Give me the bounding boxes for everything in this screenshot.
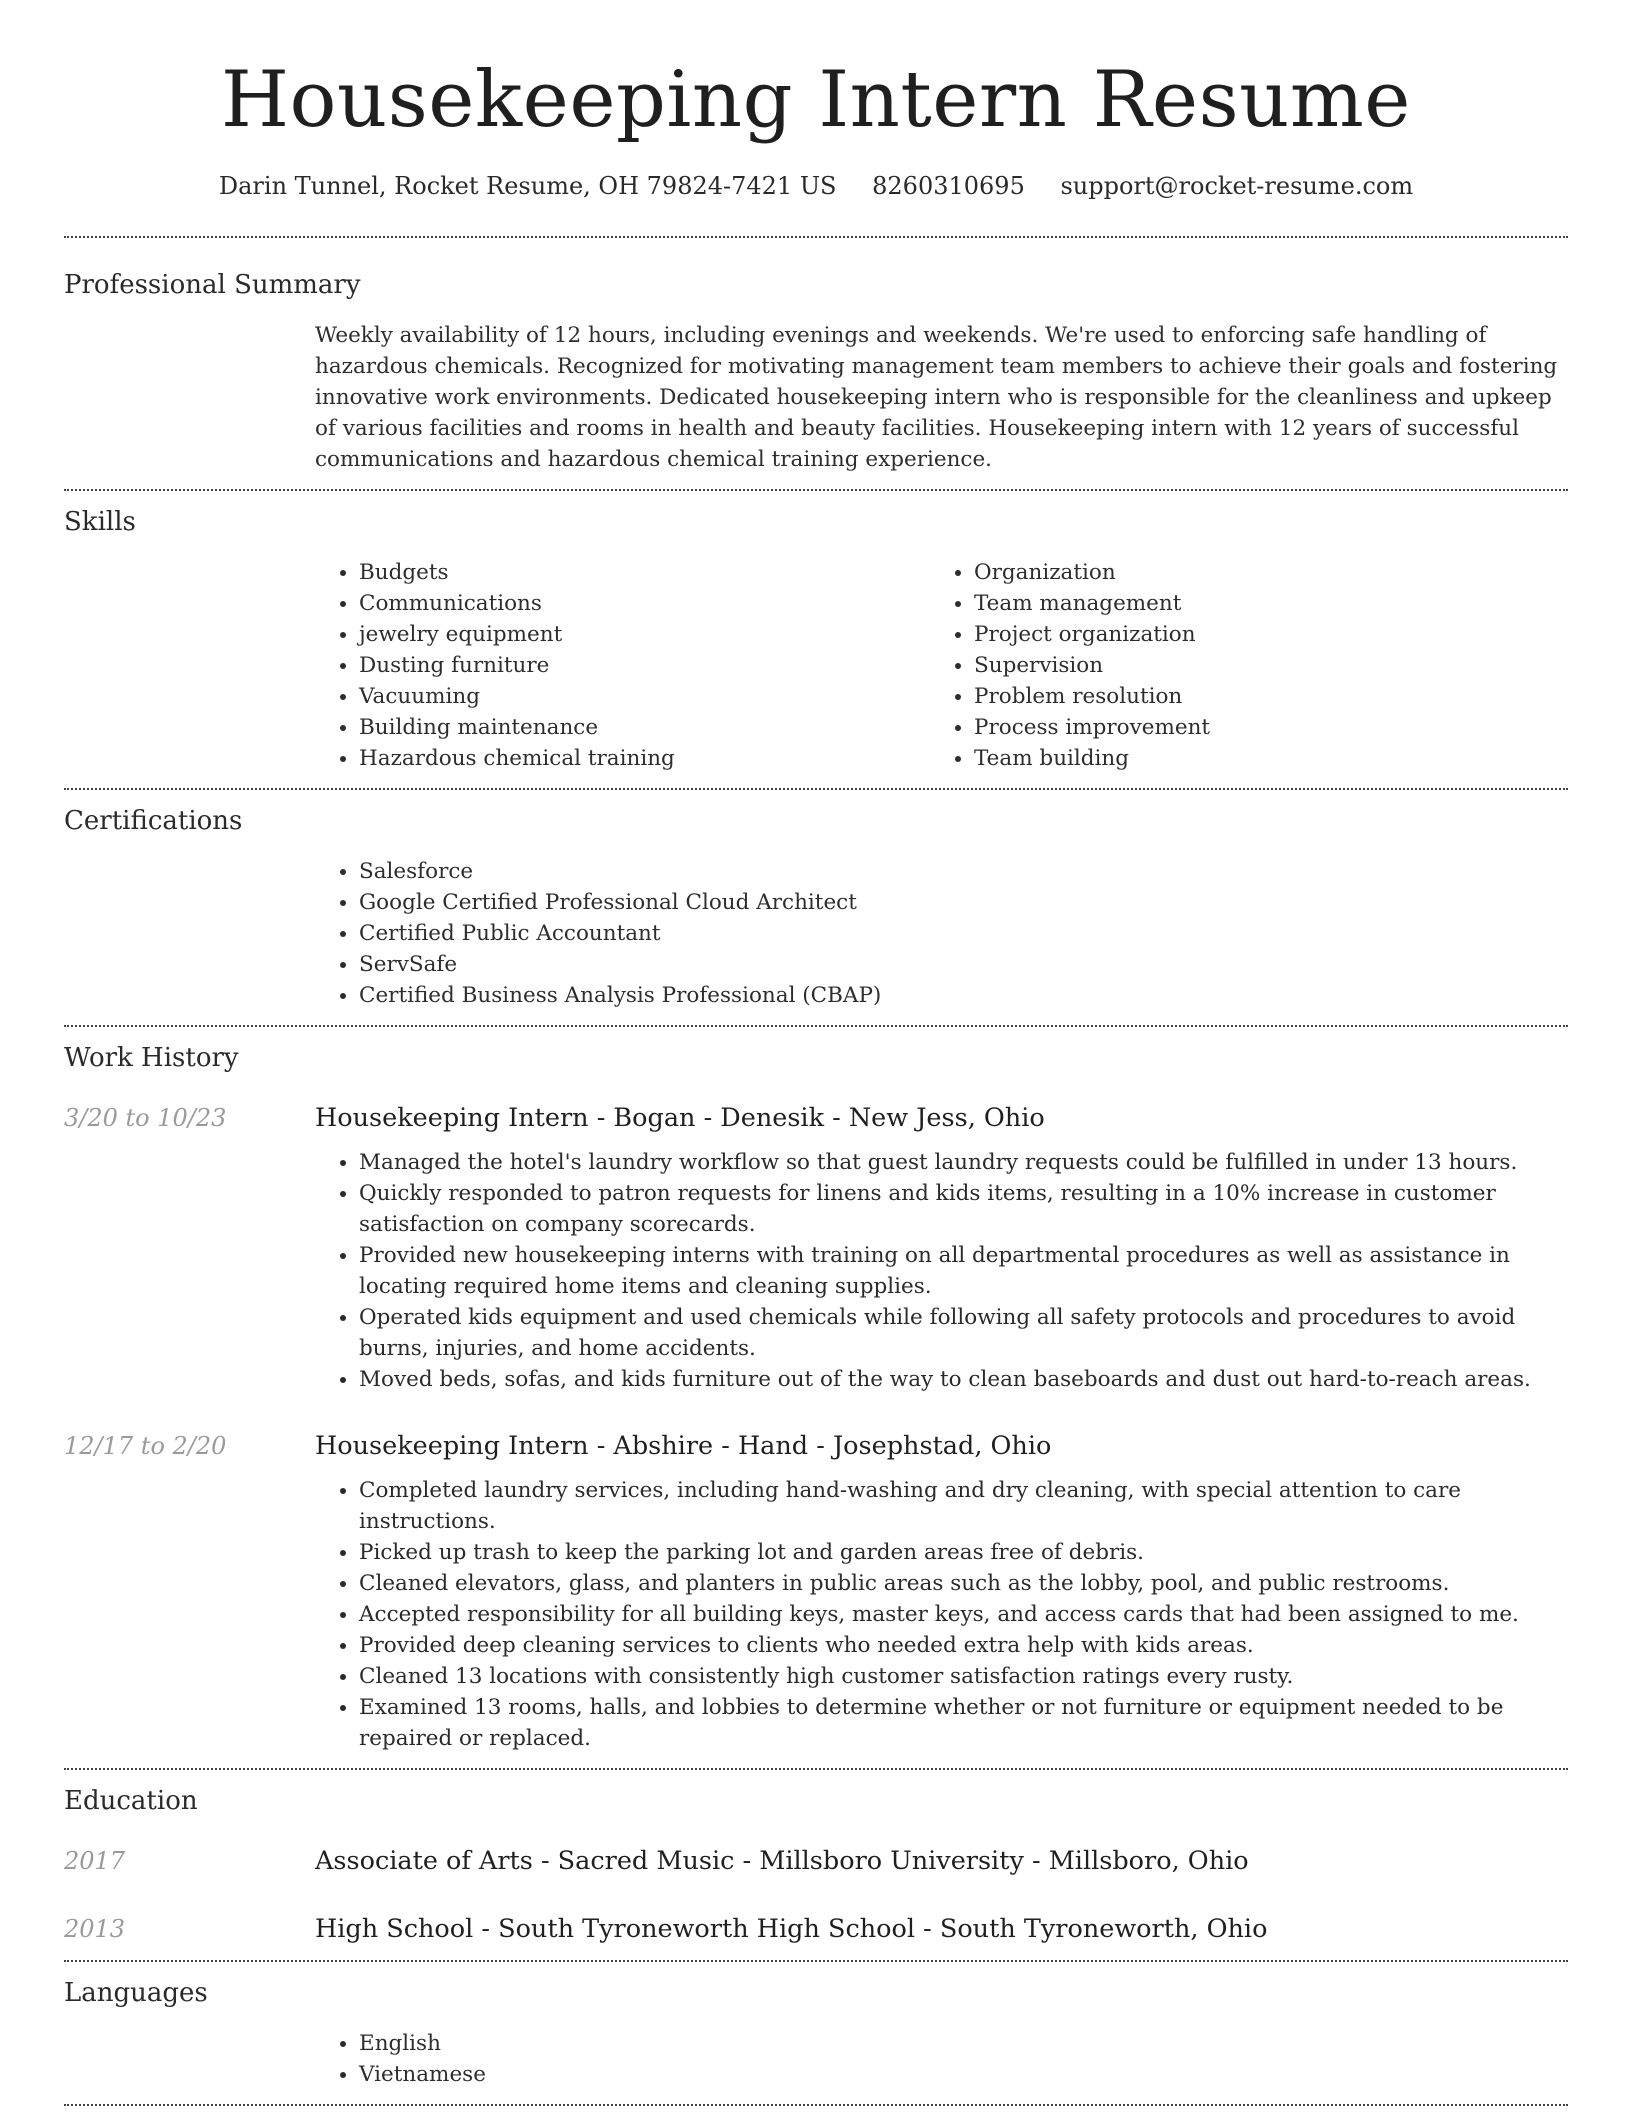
certification-item: • Google Certified Professional Cloud Architect [359,887,1568,918]
contact-address: Darin Tunnel, Rocket Resume, OH 79824-7421 US [218,172,837,200]
certification-item: • ServSafe [359,949,1568,980]
skills-column-left [315,557,930,774]
contact-line [64,170,1568,202]
language-item: • English [359,2028,1568,2059]
skill-item: • Communications [359,588,930,619]
skill-item: • Budgets [359,557,930,588]
certifications-section [64,790,1568,1025]
job-title: Housekeeping Intern - Abshire - Hand - Josephstad, Ohio [315,1431,1052,1461]
section-heading-skills: Skills [64,507,136,537]
section-heading-certifications: Certifications [64,806,243,836]
job-bullet: • Cleaned elevators, glass, and planters in public areas such as the lobby, pool, and public restrooms. [359,1568,1568,1599]
job-entry [64,1395,1568,1754]
job-bullet: • Provided new housekeeping interns with training on all departmental procedures as well as assistance in locating required home items and cleaning supplies. [359,1240,1568,1302]
job-bullet: • Moved beds, sofas, and kids furniture out of the way to clean baseboards and dust out hard-to-reach areas. [359,1364,1568,1395]
skill-item: • Building maintenance [359,712,930,743]
skill-item: • Hazardous chemical training [359,743,930,774]
summary-section [64,238,1568,489]
job-bullet: • Provided deep cleaning services to clients who needed extra help with kids areas. [359,1630,1568,1661]
skills-section [64,491,1568,788]
job-bullet: • Picked up trash to keep the parking lot and garden areas free of debris. [359,1537,1568,1568]
skill-item: • Team building [974,743,1545,774]
skill-item: • Process improvement [974,712,1545,743]
job-dates: 3/20 to 10/23 [64,1104,227,1132]
languages-section [64,1962,1568,2104]
job-dates: 12/17 to 2/20 [64,1432,227,1460]
summary-text: Weekly availability of 12 hours, including evenings and weekends. We're used to enforcing safe handling of hazardous chemicals. Recognized for motivating management team members to achieve their goals and fostering innovative work environments. Dedicated housekeeping intern who is responsible for the cleanliness and upkeep of various facilities and rooms in health and beauty facilities. Housekeeping intern with 12 years of successful communications and hazardous chemical training experience. [315,323,1558,472]
contact-email: support@rocket-resume.com [1060,172,1414,200]
education-title: Associate of Arts - Sacred Music - Millsboro University - Millsboro, Ohio [315,1846,1249,1876]
skill-item: • Organization [974,557,1545,588]
page-title: Housekeeping Intern Resume [221,55,1411,145]
skill-item: • Project organization [974,619,1545,650]
skill-item: • Supervision [974,650,1545,681]
education-entry [64,1878,1568,1946]
job-bullet: • Cleaned 13 locations with consistently high customer satisfaction ratings every rusty. [359,1661,1568,1692]
section-heading-summary: Professional Summary [64,270,361,300]
education-title: High School - South Tyroneworth High School - South Tyroneworth, Ohio [315,1914,1268,1944]
skill-item: • Vacuuming [359,681,930,712]
skill-item: • jewelry equipment [359,619,930,650]
job-title: Housekeeping Intern - Bogan - Denesik - New Jess, Ohio [315,1103,1045,1133]
divider [64,2104,1568,2106]
section-heading-languages: Languages [64,1978,208,2008]
skill-item: • Problem resolution [974,681,1545,712]
certification-item: • Certified Public Accountant [359,918,1568,949]
language-item: • Vietnamese [359,2059,1568,2090]
section-heading-education: Education [64,1786,198,1816]
job-bullet: • Accepted responsibility for all building keys, master keys, and access cards that had been assigned to me. [359,1599,1568,1630]
education-entry [64,1818,1568,1878]
skills-column-right [930,557,1545,774]
skill-item: • Team management [974,588,1545,619]
job-bullet: • Examined 13 rooms, halls, and lobbies to determine whether or not furniture or equipment needed to be repaired or replaced. [359,1692,1568,1754]
job-bullet: • Completed laundry services, including hand-washing and dry cleaning, with special attention to care instructions. [359,1475,1568,1537]
contact-phone: 8260310695 [872,172,1025,200]
job-bullet: • Operated kids equipment and used chemicals while following all safety protocols and procedures to avoid burns, injuries, and home accidents. [359,1302,1568,1364]
skill-item: • Dusting furniture [359,650,930,681]
certification-item: • Salesforce [359,856,1568,887]
education-section [64,1770,1568,1960]
job-bullet: • Managed the hotel's laundry workflow so that guest laundry requests could be fulfilled in under 13 hours. [359,1147,1568,1178]
section-heading-work-history: Work History [64,1043,239,1073]
education-year: 2013 [64,1915,126,1943]
education-year: 2017 [64,1847,126,1875]
job-bullet: • Quickly responded to patron requests for linens and kids items, resulting in a 10% increase in customer satisfaction on company scorecards. [359,1178,1568,1240]
job-entry [64,1075,1568,1395]
certification-item: • Certified Business Analysis Professional (CBAP) [359,980,1568,1011]
work-history-section [64,1027,1568,1768]
